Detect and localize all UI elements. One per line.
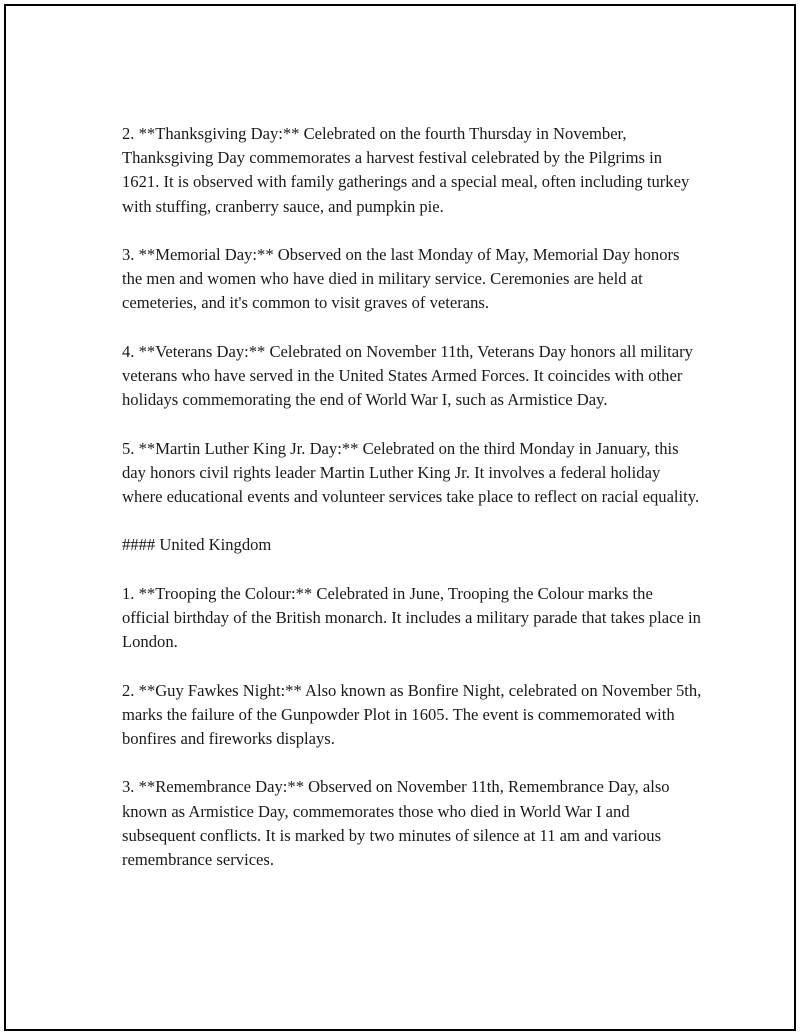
section-heading-united-kingdom: #### United Kingdom bbox=[122, 535, 272, 555]
paragraph-guy-fawkes-night: 2. **Guy Fawkes Night:** Also known as Bonfire Night, celebrated on November 5th, marks the failure of the Gunpowder Plot in 1605. The event is commemorated with bonfires and fireworks displays. bbox=[122, 680, 702, 748]
paragraph-trooping-the-colour: 1. **Trooping the Colour:** Celebrated in June, Trooping the Colour marks the official birthday of the British monarch. It includes a military parade that takes place in London. bbox=[122, 583, 701, 652]
paragraph-memorial-day: 3. **Memorial Day:** Observed on the last Monday of May, Memorial Day honors the men and women who have died in military service. Ceremonies are held at cemeteries, and it's common to visit graves of veterans. bbox=[122, 245, 680, 313]
page-border bbox=[4, 4, 796, 1031]
paragraph-veterans-day: 4. **Veterans Day:** Celebrated on November 11th, Veterans Day honors all military veterans who have served in the United States Armed Forces. It coincides with other holidays commemorating the end of World War I, such as Armistice Day. bbox=[122, 341, 693, 410]
paragraph-thanksgiving-day: 2. **Thanksgiving Day:** Celebrated on the fourth Thursday in November, Thanksgiving Day commemorates a harvest festival celebrated by the Pilgrims in 1621. It is observed with family gatherings and a special meal, often including turkey with stuffing, cranberry sauce, and pumpkin pie. bbox=[122, 124, 690, 216]
document-body bbox=[122, 122, 702, 896]
paragraph-mlk-day: 5. **Martin Luther King Jr. Day:** Celebrated on the third Monday in January, this day honors civil rights leader Martin Luther King Jr. It involves a federal holiday where educational events and volunteer services take place to reflect on racial equality. bbox=[122, 438, 700, 506]
paragraph-remembrance-day: 3. **Remembrance Day:** Observed on November 11th, Remembrance Day, also known as Armistice Day, commemorates those who died in World War I and subsequent conflicts. It is marked by two minutes of silence at 11 am and various remembrance services. bbox=[122, 777, 670, 869]
